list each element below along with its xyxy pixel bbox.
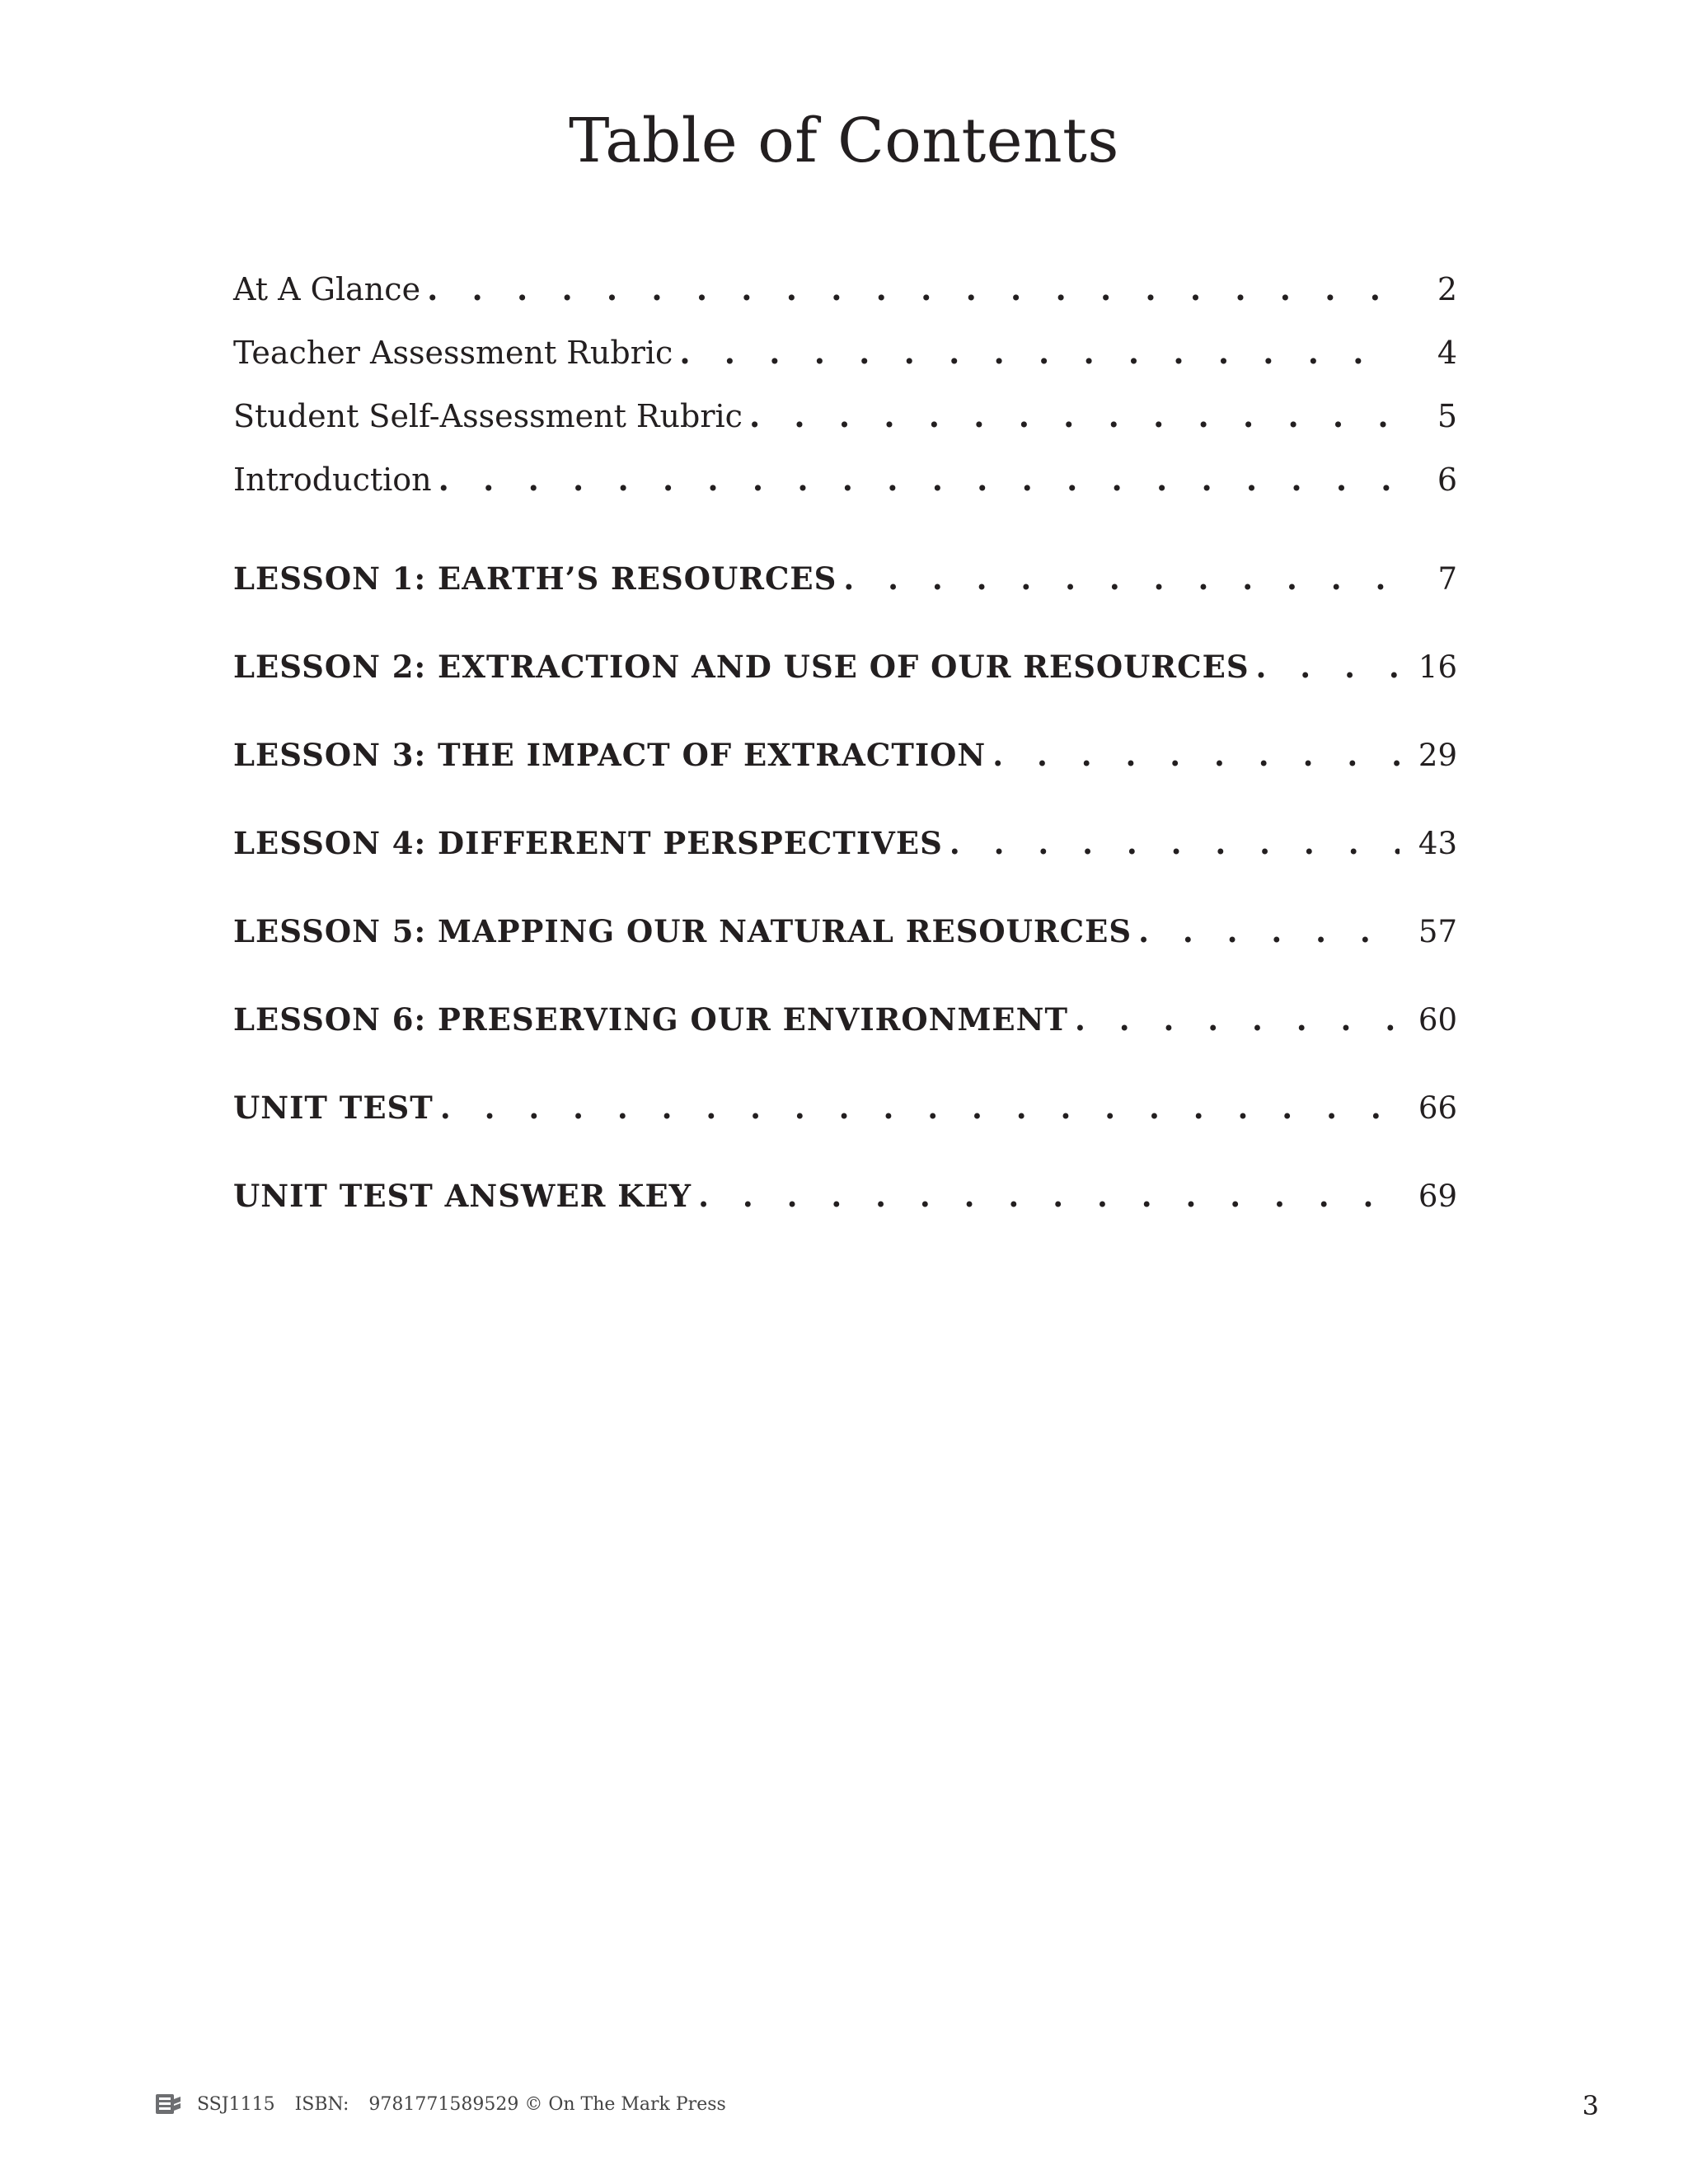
dot-leader [749, 397, 1400, 434]
toc-entry-label: LESSON 5: MAPPING OUR NATURAL RESOURCES [233, 913, 1132, 949]
toc-entry-label: LESSON 4: DIFFERENT PERSPECTIVES [233, 825, 943, 861]
dot-leader [950, 825, 1400, 861]
toc-entry-lesson-6[interactable] [233, 1001, 1457, 1051]
toc-entry-student-self-assessment-rubric[interactable] [233, 397, 1457, 447]
toc-entry-lesson-2[interactable] [233, 649, 1457, 698]
toc-entry-introduction[interactable] [233, 461, 1457, 510]
toc-entry-page: 7 [1437, 561, 1457, 597]
page-number: 3 [1582, 2090, 1599, 2121]
toc-entry-page: 16 [1418, 649, 1457, 685]
toc-entry-page: 5 [1437, 398, 1457, 434]
toc-entry-label: LESSON 1: EARTH’S RESOURCES [233, 560, 837, 597]
page-title: Table of Contents [569, 105, 1119, 176]
toc-entry-label: LESSON 6: PRESERVING OUR ENVIRONMENT [233, 1001, 1068, 1038]
toc-entry-at-a-glance[interactable] [233, 270, 1457, 320]
toc-entry-label: LESSON 2: EXTRACTION AND USE OF OUR RESOURCES [233, 649, 1250, 685]
dot-leader [440, 1090, 1400, 1126]
toc-entry-page: 29 [1418, 738, 1457, 773]
toc-entry-page: 69 [1418, 1179, 1457, 1214]
product-code: SSJ1115 [197, 2093, 275, 2115]
toc-entry-teacher-assessment-rubric[interactable] [233, 334, 1457, 383]
toc-entry-label: Teacher Assessment Rubric [233, 335, 673, 371]
dot-leader [1256, 649, 1400, 685]
toc-entry-page: 43 [1418, 826, 1457, 861]
toc-entry-label: At A Glance [233, 271, 421, 307]
dot-leader [438, 461, 1400, 498]
toc-entry-label: LESSON 3: THE IMPACT OF EXTRACTION [233, 737, 987, 773]
toc-entry-page: 2 [1437, 271, 1457, 307]
toc-entry-page: 6 [1437, 462, 1457, 498]
toc-entry-label: Student Self-Assessment Rubric [233, 398, 743, 434]
toc-entry-lesson-5[interactable] [233, 913, 1457, 963]
dot-leader [1138, 913, 1400, 949]
toc-entry-unit-test[interactable] [233, 1090, 1457, 1139]
page-footer [154, 2092, 746, 2116]
toc-entry-page: 66 [1418, 1090, 1457, 1126]
toc-entry-label: UNIT TEST ANSWER KEY [233, 1178, 692, 1214]
toc-entry-lesson-1[interactable] [233, 560, 1457, 610]
isbn-label: ISBN: [294, 2093, 349, 2115]
toc-entry-unit-test-answer-key[interactable] [233, 1178, 1457, 1227]
dot-leader [843, 560, 1400, 597]
dot-leader [427, 270, 1400, 307]
toc-entry-label: Introduction [233, 462, 432, 498]
toc-entry-label: UNIT TEST [233, 1090, 434, 1126]
dot-leader [992, 737, 1400, 773]
isbn-copyright: 9781771589529 © On The Mark Press [368, 2093, 726, 2115]
book-stack-icon [154, 2092, 182, 2116]
toc-entry-lesson-4[interactable] [233, 825, 1457, 874]
dot-leader [1075, 1001, 1400, 1038]
toc-entry-lesson-3[interactable] [233, 737, 1457, 786]
toc-entry-page: 57 [1418, 914, 1457, 949]
dot-leader [698, 1178, 1400, 1214]
toc-entry-page: 60 [1418, 1002, 1457, 1038]
dot-leader [679, 334, 1400, 371]
toc-entry-page: 4 [1437, 335, 1457, 371]
